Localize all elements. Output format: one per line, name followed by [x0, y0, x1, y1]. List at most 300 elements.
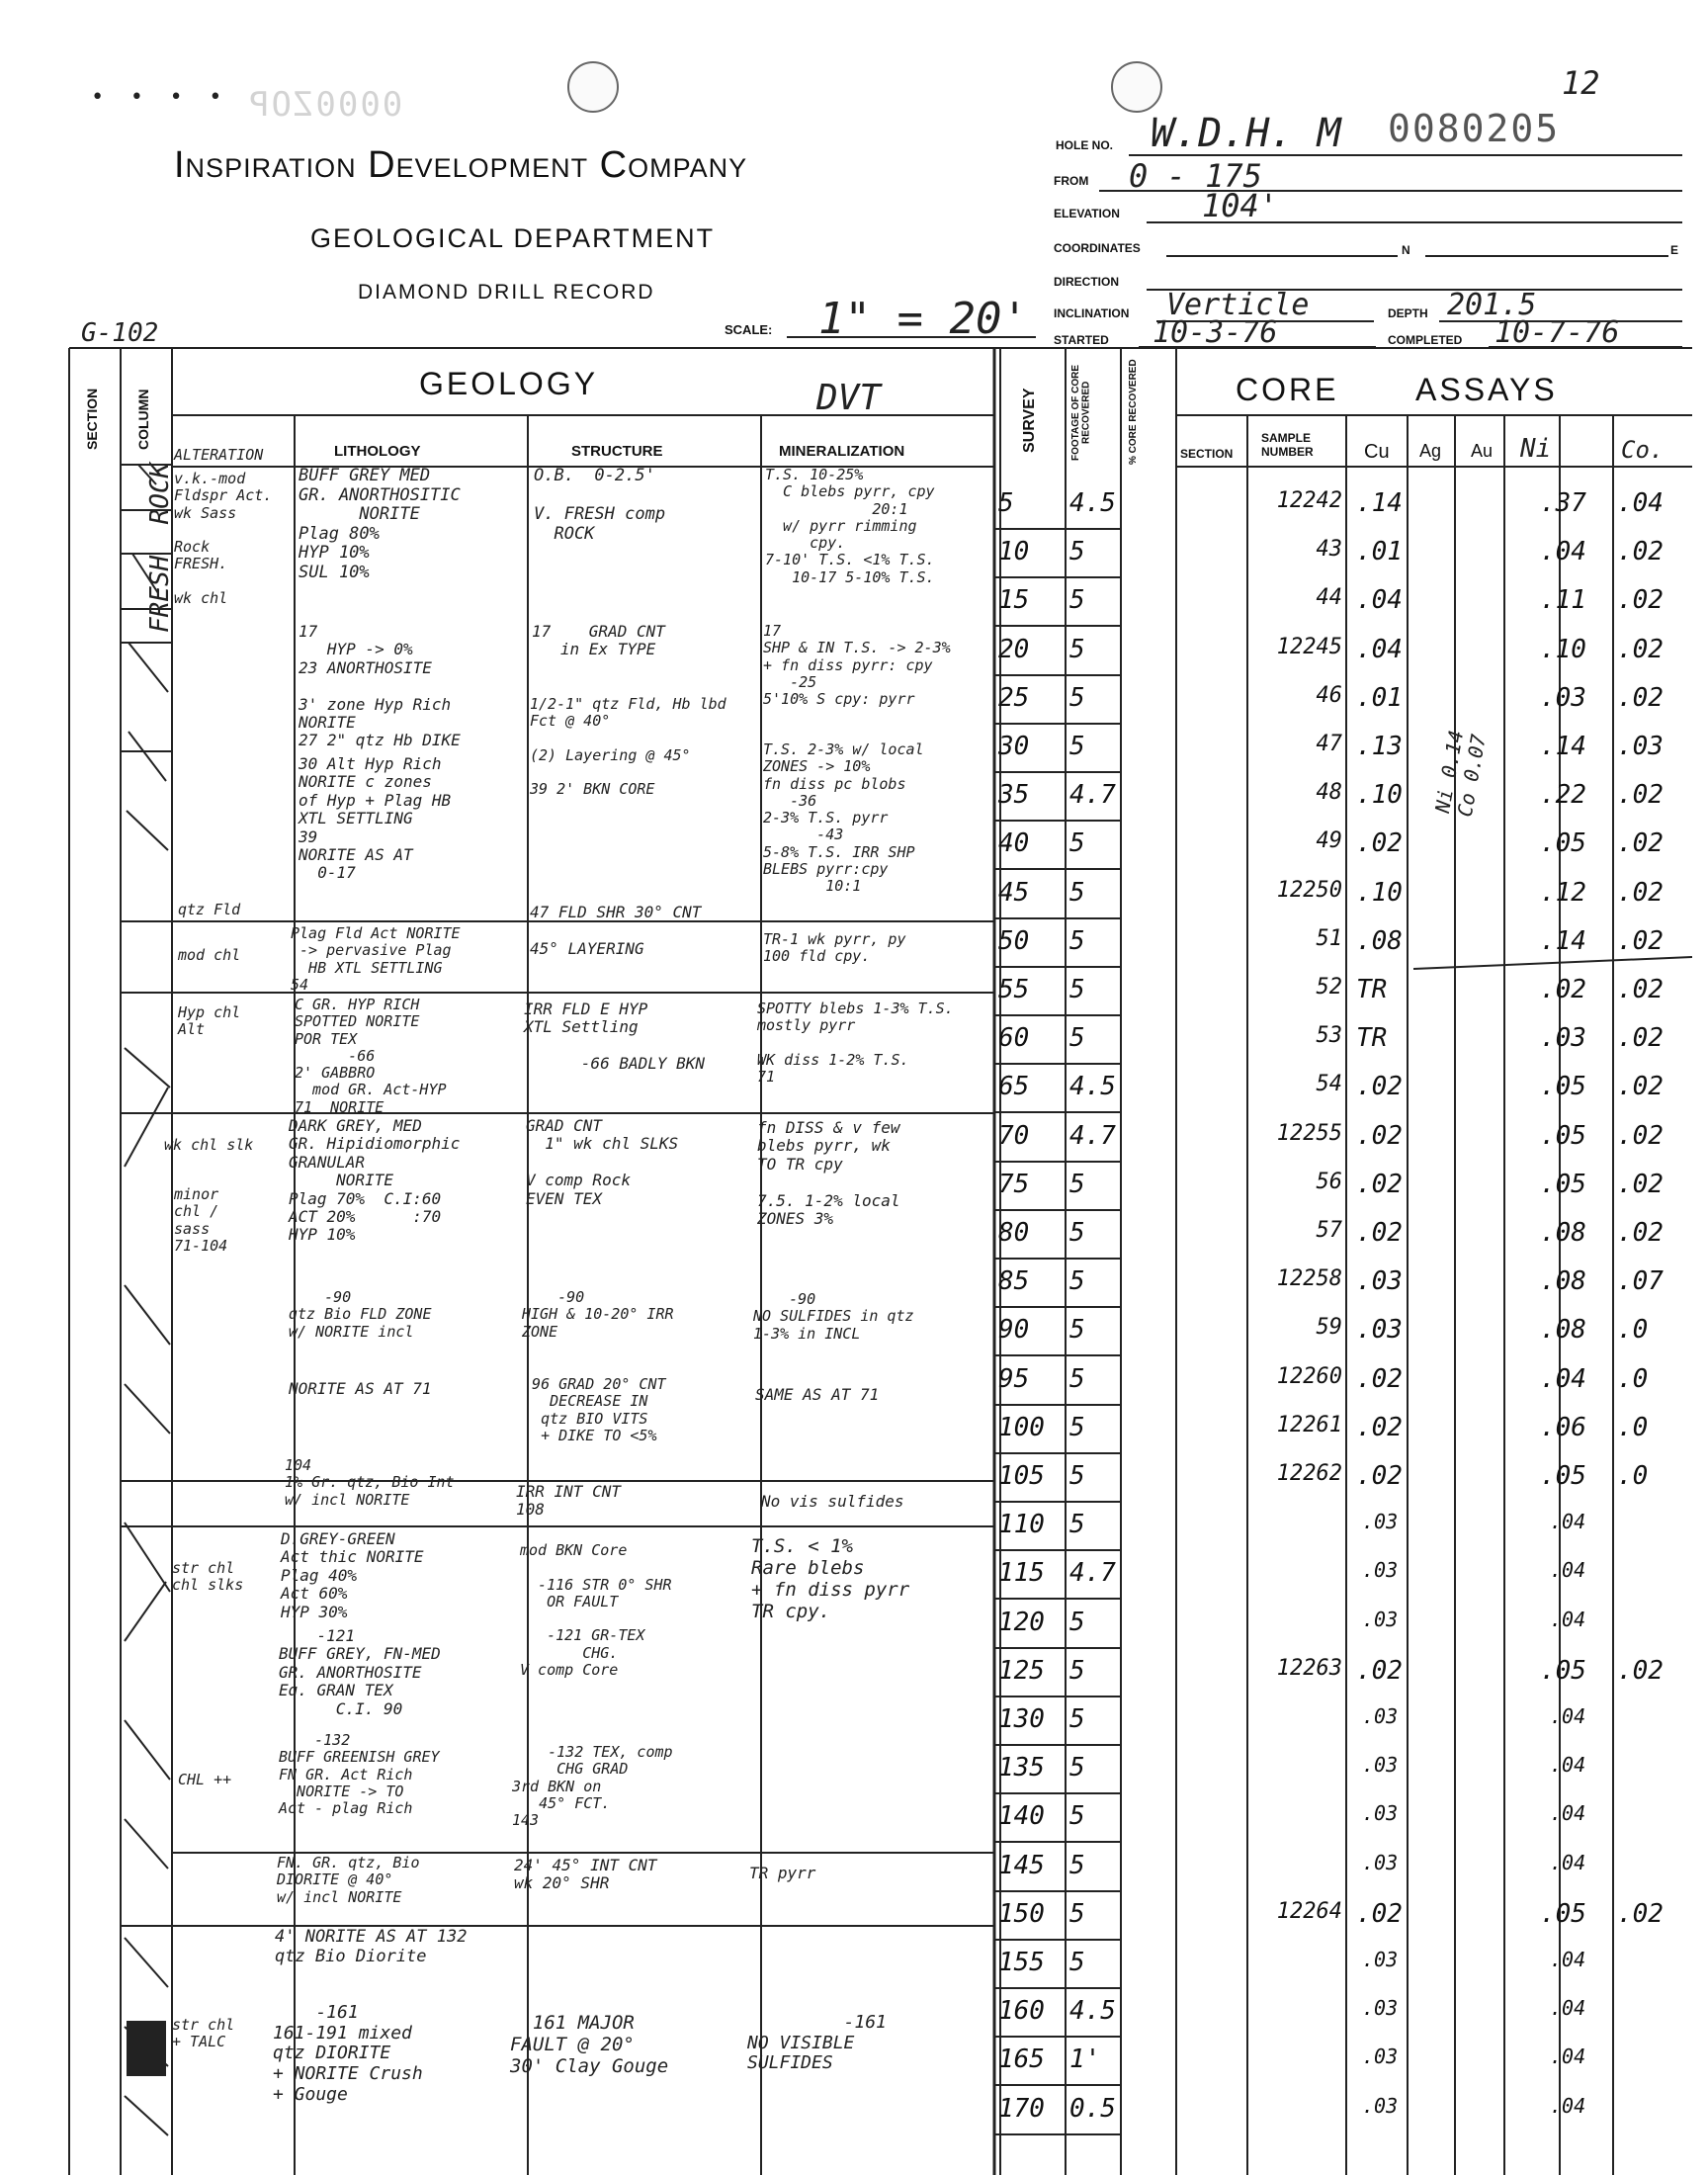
assay-ni: .05: [1540, 1170, 1586, 1199]
assay-cu: .10: [1356, 878, 1403, 908]
scale-value: 1" = 20': [818, 294, 1028, 344]
header-structure: STRUCTURE: [571, 443, 663, 460]
assay-ni: .05: [1540, 1461, 1586, 1491]
footage-recovered: 5: [1069, 537, 1085, 566]
elevation-value: 104': [1202, 187, 1279, 224]
row-rule: [994, 1209, 1121, 1211]
lithology-note: -161 161-191 mixed qtz DIORITE + NORITE Crush + Gouge: [273, 2002, 423, 2105]
row-rule: [994, 1014, 1121, 1016]
header-cu: Cu: [1364, 441, 1390, 463]
assay-ni: .06: [1540, 1413, 1586, 1442]
assay-ni: .04: [1550, 1801, 1586, 1825]
survey-depth: 110: [998, 1510, 1045, 1539]
assay-cu: .13: [1356, 732, 1403, 761]
assay-ni: .37: [1540, 488, 1586, 518]
assay-co: .02: [1617, 926, 1664, 956]
assay-co: .0: [1617, 1315, 1649, 1345]
sample-number: 47: [1316, 732, 1342, 756]
alteration-note: qtz Fld: [178, 901, 241, 918]
header-section: SECTION: [84, 388, 100, 451]
mineralization-note: SPOTTY blebs 1-3% T.S. mostly pyrr WK diss 1-2% T.S. 71: [757, 1000, 954, 1086]
assay-co: .02: [1617, 1072, 1664, 1101]
assay-cu: .03: [1362, 1801, 1399, 1825]
survey-depth: 80: [998, 1218, 1030, 1248]
assay-ni: .03: [1540, 683, 1586, 713]
assay-ni: .12: [1540, 878, 1586, 908]
footage-recovered: 4.7: [1069, 780, 1116, 810]
header-assays: ASSAYS: [1415, 372, 1558, 407]
sample-number: 12263: [1276, 1656, 1342, 1681]
row-rule: [994, 1111, 1121, 1113]
lithology-note: 30 Alt Hyp Rich NORITE c zones of Hyp + Plag HB XTL SETTLING 39 NORITE AS AT 0-17: [299, 754, 452, 883]
assay-ni: .04: [1550, 2094, 1586, 2118]
header-survey: SURVEY: [1021, 388, 1038, 453]
survey-depth: 50: [998, 926, 1030, 956]
assay-cu: .02: [1356, 1364, 1403, 1394]
row-rule: [994, 820, 1121, 822]
row-rule: [994, 1354, 1121, 1356]
lithology-note: C GR. HYP RICH SPOTTED NORITE POR TEX -66 2' GABBRO mod GR. Act-HYP 71 NORITE: [295, 996, 447, 1116]
row-rule: [994, 1549, 1121, 1551]
company-name: Inspiration Development Company: [174, 144, 748, 186]
sample-number: 12261: [1276, 1413, 1342, 1437]
assay-cu: .08: [1356, 926, 1403, 956]
row-rule: [994, 576, 1121, 578]
survey-depth: 30: [998, 732, 1030, 761]
footage-recovered: 5: [1069, 1461, 1085, 1491]
footage-recovered: 5: [1069, 1899, 1085, 1929]
sample-number: 52: [1316, 975, 1342, 1000]
completed-value: 10-7-76: [1494, 315, 1620, 350]
assay-co: .02: [1617, 1899, 1664, 1929]
survey-depth: 105: [998, 1461, 1045, 1491]
mineralization-note: 17 SHP & IN T.S. -> 2-3% + fn diss pyrr: cpy -25 5'10% S cpy: pyrr: [763, 622, 951, 708]
assay-ni: .04: [1550, 2044, 1586, 2068]
footage-recovered: 4.5: [1069, 488, 1116, 518]
row-rule: [994, 1598, 1121, 1600]
footage-recovered: 5: [1069, 1704, 1085, 1734]
footage-recovered: 0.5: [1069, 2094, 1116, 2124]
mineralization-note: T.S. 10-25% C blebs pyrr, cpy 20:1 w/ pyrr rimming cpy. 7-10' T.S. <1% T.S. 10-17 5-10% T.S.: [765, 466, 935, 586]
assay-cu: .03: [1362, 2044, 1399, 2068]
survey-depth: 140: [998, 1801, 1045, 1831]
survey-depth: 55: [998, 975, 1030, 1004]
survey-depth: 15: [998, 585, 1030, 615]
row-rule: [994, 771, 1121, 773]
row-rule: [994, 966, 1121, 968]
assay-ni: .05: [1540, 1899, 1586, 1929]
assay-co: .02: [1617, 975, 1664, 1004]
assay-cu: .01: [1356, 537, 1403, 566]
row-rule: [994, 1647, 1121, 1649]
footage-recovered: 4.7: [1069, 1558, 1116, 1588]
assay-ni: .04: [1550, 1558, 1586, 1582]
assay-ni: .14: [1540, 732, 1586, 761]
scale-label: SCALE:: [725, 322, 773, 337]
assay-ni: .02: [1540, 975, 1586, 1004]
row-rule: [994, 1404, 1121, 1406]
assay-cu: .02: [1356, 1072, 1403, 1101]
assay-cu: .02: [1356, 1413, 1403, 1442]
alteration-note: mod chl: [178, 946, 241, 964]
assay-cu: .03: [1362, 1851, 1399, 1874]
lithology-note: 17 HYP -> 0% 23 ANORTHOSITE 3' zone Hyp Rich NORITE 27 2" qtz Hb DIKE: [299, 622, 461, 750]
assay-co: .02: [1617, 537, 1664, 566]
footage-recovered: 5: [1069, 1315, 1085, 1345]
sample-number: 43: [1316, 537, 1342, 562]
assay-co: .02: [1617, 683, 1664, 713]
assay-cu: .02: [1356, 1218, 1403, 1248]
assay-co: .02: [1617, 1170, 1664, 1199]
footage-recovered: 5: [1069, 1023, 1085, 1053]
lithology-note: -132 BUFF GREENISH GREY FN GR. Act Rich NORITE -> TO Act - plag Rich: [279, 1731, 440, 1817]
from-value: 0 - 175: [1129, 157, 1262, 195]
structure-note: 96 GRAD 20° CNT DECREASE IN qtz BIO VITS + DIKE TO <5%: [532, 1375, 666, 1444]
survey-depth: 60: [998, 1023, 1030, 1053]
assay-cu: .02: [1356, 1461, 1403, 1491]
alteration-note: wk chl slk: [164, 1136, 254, 1154]
row-rule: [994, 674, 1121, 676]
started-value: 10-3-76: [1153, 315, 1278, 350]
assay-cu: .10: [1356, 780, 1403, 810]
assay-ni: .05: [1540, 1121, 1586, 1151]
assay-ni: .05: [1540, 1072, 1586, 1101]
lithology-note: DARK GREY, MED GR. Hipidiomorphic GRANULAR NORITE Plag 70% C.I:60 ACT 20% :70 HYP 10%: [289, 1116, 461, 1245]
row-rule: [994, 1063, 1121, 1065]
footage-recovered: 5: [1069, 975, 1085, 1004]
row-rule: [994, 1696, 1121, 1697]
assay-co: .07: [1617, 1266, 1664, 1296]
footage-recovered: 5: [1069, 1170, 1085, 1199]
lithology-note: Plag Fld Act NORITE -> pervasive Plag HB XTL SETTLING 54: [291, 924, 461, 994]
header-au: Au: [1471, 441, 1494, 461]
assay-cu: .04: [1356, 635, 1403, 664]
sample-number: 12258: [1276, 1266, 1342, 1291]
geology-initials: DVT: [816, 378, 882, 418]
row-rule: [994, 1841, 1121, 1843]
assay-cu: .02: [1356, 1656, 1403, 1686]
header-footage: FOOTAGE OF CORE RECOVERED: [1070, 364, 1092, 461]
footage-recovered: 5: [1069, 1413, 1085, 1442]
assay-ni: .04: [1550, 1948, 1586, 1971]
alteration-note: str chl + TALC: [172, 2016, 235, 2051]
header-column: COLUMN: [135, 389, 151, 450]
header-ag: Ag: [1419, 441, 1442, 461]
assay-cu: .03: [1362, 1558, 1399, 1582]
sample-number: 12250: [1276, 878, 1342, 903]
department-name: GEOLOGICAL DEPARTMENT: [310, 223, 716, 253]
footage-recovered: 5: [1069, 1266, 1085, 1296]
direction-label: DIRECTION: [1054, 275, 1119, 289]
footage-recovered: 5: [1069, 683, 1085, 713]
structure-note: 47 FLD SHR 30° CNT 45° LAYERING: [530, 903, 702, 958]
inclination-value: Verticle: [1166, 288, 1310, 322]
footage-recovered: 5: [1069, 635, 1085, 664]
footage-recovered: 5: [1069, 1801, 1085, 1831]
assay-cu: .03: [1356, 1266, 1403, 1296]
header-mineralization: MINERALIZATION: [779, 443, 905, 460]
assay-co: .02: [1617, 585, 1664, 615]
assay-cu: .03: [1362, 1996, 1399, 2020]
assay-ni: .04: [1550, 1704, 1586, 1728]
sample-number: 54: [1316, 1072, 1342, 1096]
assay-ni: .04: [1550, 1851, 1586, 1874]
row-rule: [994, 1161, 1121, 1163]
footage-recovered: 4.7: [1069, 1121, 1116, 1151]
row-rule: [994, 1452, 1121, 1454]
from-label: FROM: [1054, 174, 1089, 188]
assay-co: .02: [1617, 828, 1664, 858]
alteration-note: minor chl / sass 71-104: [174, 1185, 228, 1255]
survey-depth: 65: [998, 1072, 1030, 1101]
assay-cu: .04: [1356, 585, 1403, 615]
assay-cu: .03: [1356, 1315, 1403, 1345]
mineralization-note: T.S. < 1% Rare blebs + fn diss pyrr TR cpy.: [751, 1535, 910, 1622]
row-rule: [994, 868, 1121, 870]
structure-note: GRAD CNT 1" wk chl SLKS V comp Rock EVEN TEX: [526, 1116, 679, 1208]
structure-note: 161 MAJOR FAULT @ 20° 30' Clay Gouge: [510, 2012, 669, 2077]
survey-depth: 20: [998, 635, 1030, 664]
sample-number: 56: [1316, 1170, 1342, 1194]
structure-note: -90 HIGH & 10-20° IRR ZONE: [522, 1288, 674, 1341]
record-title: DIAMOND DRILL RECORD: [358, 281, 655, 304]
sample-number: 53: [1316, 1023, 1342, 1048]
scan-marks: • • • •: [91, 85, 222, 110]
row-rule: [994, 625, 1121, 627]
page-number: 12: [1562, 64, 1600, 102]
sample-number: 12264: [1276, 1899, 1342, 1924]
structure-note: IRR INT CNT 108: [516, 1482, 621, 1520]
assay-cu: .01: [1356, 683, 1403, 713]
structure-note: mod BKN Core -116 STR 0° SHR OR FAULT -121 GR-TEX CHG. V comp Core: [520, 1541, 672, 1679]
mineralization-note: TR-1 wk pyrr, py 100 fld cpy.: [763, 930, 906, 966]
assay-co: .0: [1617, 1364, 1649, 1394]
lithology-note: NORITE AS AT 71: [289, 1379, 432, 1398]
lithology-note: -90 qtz Bio FLD ZONE w/ NORITE incl: [289, 1288, 432, 1341]
mineralization-note: TR pyrr: [749, 1864, 816, 1882]
sample-number: 12245: [1276, 635, 1342, 659]
assay-cu: .02: [1356, 1170, 1403, 1199]
assay-ni: .10: [1540, 635, 1586, 664]
assay-cu: .02: [1356, 1899, 1403, 1929]
row-rule: [994, 723, 1121, 725]
footage-recovered: 1': [1069, 2044, 1101, 2074]
depth-value: 201.5: [1447, 288, 1537, 322]
sample-number: 59: [1316, 1315, 1342, 1340]
survey-depth: 90: [998, 1315, 1030, 1345]
assay-cu: .03: [1362, 1753, 1399, 1777]
assay-ni: .08: [1540, 1315, 1586, 1345]
assay-ni: .04: [1540, 1364, 1586, 1394]
sample-number: 44: [1316, 585, 1342, 610]
lithology-note: D.GREY-GREEN Act thic NORITE Plag 40% Act 60% HYP 30%: [281, 1529, 424, 1621]
assay-ni: .11: [1540, 585, 1586, 615]
structure-note: O.B. 0-2.5' V. FRESH comp ROCK: [534, 466, 666, 544]
assay-co: .02: [1617, 635, 1664, 664]
survey-depth: 130: [998, 1704, 1045, 1734]
header-core: CORE: [1236, 372, 1339, 407]
structure-note: -132 TEX, comp CHG GRAD 3rd BKN on 45° FCT. 143: [512, 1743, 673, 1829]
alteration-note: Hyp chl Alt: [178, 1003, 241, 1039]
sample-number: 51: [1316, 926, 1342, 951]
depth-label: DEPTH: [1388, 306, 1428, 320]
assay-co: .02: [1617, 878, 1664, 908]
row-rule: [994, 1987, 1121, 1989]
mineralization-note: SAME AS AT 71: [755, 1385, 880, 1404]
structure-note: 1/2-1" qtz Fld, Hb lbd Fct @ 40° (2) Layering @ 45° 39 2' BKN CORE: [530, 695, 726, 799]
header-co: Co.: [1621, 436, 1665, 464]
survey-depth: 35: [998, 780, 1030, 810]
row-rule: [994, 1744, 1121, 1746]
lithology-note: 4' NORITE AS AT 132 qtz Bio Diorite: [275, 1927, 468, 1966]
survey-depth: 155: [998, 1948, 1045, 1977]
sample-number: 12260: [1276, 1364, 1342, 1389]
footage-recovered: 5: [1069, 732, 1085, 761]
side-note: Ni 0.14 Co 0.07: [1430, 728, 1491, 819]
mineralization-note: T.S. 2-3% w/ local ZONES -> 10% fn diss pc blobs -36 2-3% T.S. pyrr -43 5-8% T.S. IRR SHP BLEBS pyrr:cpy 10:1: [763, 740, 924, 895]
survey-depth: 120: [998, 1608, 1045, 1637]
mineralization-note: No vis sulfides: [761, 1492, 904, 1511]
assay-cu: .03: [1362, 1948, 1399, 1971]
started-label: STARTED: [1054, 333, 1109, 347]
footage-recovered: 5: [1069, 1948, 1085, 1977]
survey-depth: 70: [998, 1121, 1030, 1151]
row-rule: [994, 1792, 1121, 1794]
completed-label: COMPLETED: [1388, 333, 1463, 347]
footage-recovered: 5: [1069, 828, 1085, 858]
header-lithology: LITHOLOGY: [334, 443, 421, 460]
survey-depth: 75: [998, 1170, 1030, 1199]
assay-cu: TR: [1356, 1023, 1388, 1053]
structure-note: IRR FLD E HYP XTL Settling -66 BADLY BKN: [524, 1000, 706, 1074]
survey-depth: 100: [998, 1413, 1045, 1442]
footage-recovered: 5: [1069, 585, 1085, 615]
assay-cu: .02: [1356, 1121, 1403, 1151]
sample-number: 48: [1316, 780, 1342, 805]
lithology-note: 104 1% Gr. qtz, Bio Int w/ incl NORITE: [285, 1456, 455, 1509]
assay-co: .03: [1617, 732, 1664, 761]
alteration-note: v.k.-mod Fldspr Act. wk Sass Rock FRESH. wk chl: [174, 470, 273, 607]
survey-depth: 10: [998, 537, 1030, 566]
structure-note: 17 GRAD CNT in Ex TYPE: [532, 622, 665, 659]
footage-recovered: 5: [1069, 878, 1085, 908]
assay-co: .02: [1617, 1218, 1664, 1248]
survey-depth: 85: [998, 1266, 1030, 1296]
mineralization-note: -161 NO VISIBLE SULFIDES: [747, 2012, 887, 2074]
assay-ni: .04: [1550, 1996, 1586, 2020]
survey-depth: 25: [998, 683, 1030, 713]
sample-number: 46: [1316, 683, 1342, 708]
survey-depth: 150: [998, 1899, 1045, 1929]
assay-ni: .05: [1540, 1656, 1586, 1686]
assay-ni: .08: [1540, 1266, 1586, 1296]
assay-ni: .05: [1540, 828, 1586, 858]
header-pct-core: % CORE RECOVERED: [1128, 359, 1139, 466]
row-rule: [994, 1939, 1121, 1941]
survey-depth: 160: [998, 1996, 1045, 2026]
hole-no-label: HOLE NO.: [1056, 138, 1114, 152]
footage-recovered: 5: [1069, 926, 1085, 956]
assay-cu: .03: [1362, 1704, 1399, 1728]
structure-note: 24' 45° INT CNT wk 20° SHR: [514, 1856, 657, 1893]
header-geology: GEOLOGY: [419, 366, 599, 401]
row-rule: [994, 1258, 1121, 1260]
survey-depth: 145: [998, 1851, 1045, 1880]
row-rule: [994, 917, 1121, 919]
header-ni: Ni: [1520, 434, 1552, 464]
row-rule: [994, 1890, 1121, 1892]
footage-recovered: 5: [1069, 1218, 1085, 1248]
assay-co: .02: [1617, 1656, 1664, 1686]
mineralization-note: fn DISS & v few blebs pyrr, wk TO TR cpy 7.5. 1-2% local ZONES 3%: [757, 1118, 900, 1228]
sample-number: 12242: [1276, 488, 1342, 513]
hole-no-value: W.D.H. M: [1151, 111, 1341, 156]
sample-number: 49: [1316, 828, 1342, 853]
elevation-label: ELEVATION: [1054, 207, 1120, 220]
assay-co: .02: [1617, 1023, 1664, 1053]
assay-cu: .03: [1362, 1510, 1399, 1533]
sample-number: 12262: [1276, 1461, 1342, 1486]
row-rule: [994, 1501, 1121, 1503]
row-rule: [994, 528, 1121, 530]
header-sample-number: SAMPLE NUMBER: [1261, 431, 1314, 460]
assay-ni: .14: [1540, 926, 1586, 956]
mineralization-note: -90 NO SULFIDES in qtz 1-3% in INCL: [753, 1290, 914, 1343]
coordinates-e-label: E: [1670, 243, 1679, 257]
inclination-label: INCLINATION: [1054, 306, 1130, 320]
coordinates-n-label: N: [1402, 243, 1410, 257]
assay-cu: .02: [1356, 828, 1403, 858]
footage-recovered: 4.5: [1069, 1996, 1116, 2026]
sample-number: 12255: [1276, 1121, 1342, 1146]
row-rule: [994, 2084, 1121, 2086]
header-alteration: ALTERATION: [174, 446, 264, 464]
assay-ni: .04: [1540, 537, 1586, 566]
footage-recovered: 5: [1069, 1608, 1085, 1637]
row-rule: [994, 2036, 1121, 2038]
lithology-note: BUFF GREY MED GR. ANORTHOSITIC NORITE Plag 80% HYP 10% SUL 10%: [299, 466, 461, 582]
assay-ni: .08: [1540, 1218, 1586, 1248]
footage-recovered: 5: [1069, 1364, 1085, 1394]
assay-ni: .03: [1540, 1023, 1586, 1053]
lithology-note: FN. GR. qtz, Bio DIORITE @ 40° w/ incl NORITE: [277, 1854, 420, 1906]
coordinates-label: COORDINATES: [1054, 241, 1141, 255]
survey-depth: 135: [998, 1753, 1045, 1783]
assay-ni: .22: [1540, 780, 1586, 810]
lithology-note: -121 BUFF GREY, FN-MED GR. ANORTHOSITE Eq. GRAN TEX C.I. 90: [279, 1626, 441, 1718]
assay-cu: .14: [1356, 488, 1403, 518]
row-rule: [994, 2133, 1121, 2135]
row-rule: [994, 1306, 1121, 1308]
survey-depth: 125: [998, 1656, 1045, 1686]
assay-cu: TR: [1356, 975, 1388, 1004]
assay-ni: .04: [1550, 1510, 1586, 1533]
assay-ni: .04: [1550, 1608, 1586, 1631]
survey-depth: 5: [998, 488, 1014, 518]
faint-stamp: 0000ZOP: [247, 85, 403, 125]
assay-co: .0: [1617, 1461, 1649, 1491]
survey-depth: 45: [998, 878, 1030, 908]
form-code: G-102: [81, 318, 159, 348]
assay-co: .02: [1617, 1121, 1664, 1151]
survey-depth: 40: [998, 828, 1030, 858]
sample-number: 57: [1316, 1218, 1342, 1243]
survey-depth: 165: [998, 2044, 1045, 2074]
assay-co: .02: [1617, 780, 1664, 810]
assay-ni: .04: [1550, 1753, 1586, 1777]
section-margin-text: FRESH ROCK: [145, 462, 175, 633]
survey-depth: 115: [998, 1558, 1045, 1588]
